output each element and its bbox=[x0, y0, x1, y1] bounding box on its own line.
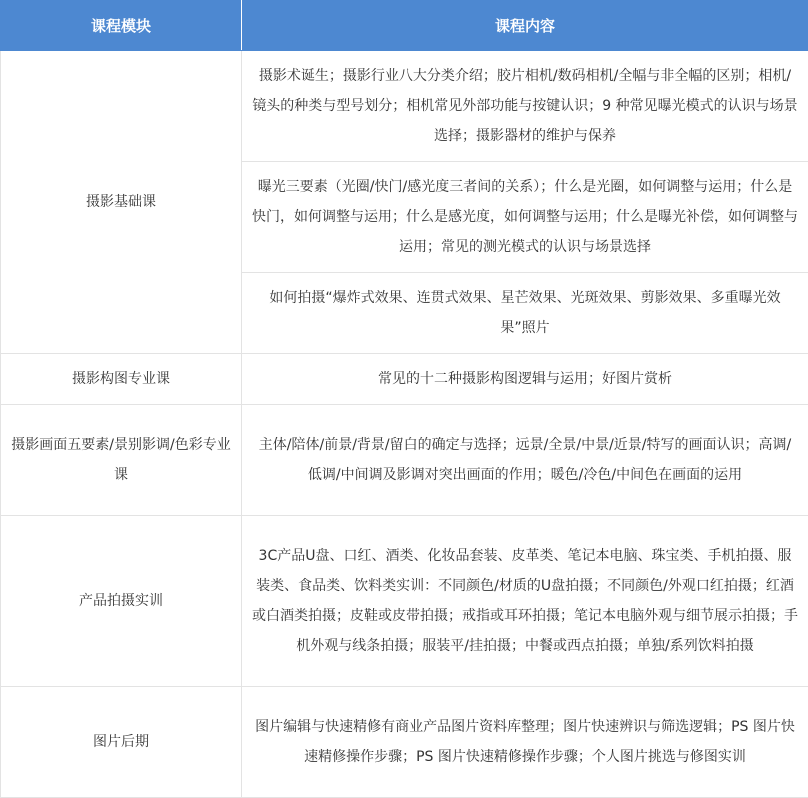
content-cell: 主体/陪体/前景/背景/留白的确定与选择；远景/全景/中景/近景/特写的画面认识；高调/低调/中间调及影调对突出画面的作用；暖色/冷色/中间色在画面的运用 bbox=[242, 405, 808, 516]
content-cell: 摄影术诞生；摄影行业八大分类介绍；胶片相机/数码相机/全幅与非全幅的区别；相机/镜头的种类与型号划分；相机常见外部功能与按键认识；9 种常见曝光模式的认识与场景选择；摄影器材的维护与保养 bbox=[242, 51, 808, 162]
module-cell-product: 产品拍摄实训 bbox=[1, 516, 242, 687]
table-row bbox=[1, 516, 808, 687]
table-row bbox=[1, 687, 808, 798]
table-row bbox=[1, 405, 808, 516]
module-cell-composition: 摄影构图专业课 bbox=[1, 354, 242, 405]
content-cell: 图片编辑与快速精修有商业产品图片资料库整理；图片快速辨识与筛选逻辑；PS 图片快速精修操作步骤；PS 图片快速精修操作步骤；个人图片挑选与修图实训 bbox=[242, 687, 808, 798]
content-cell: 常见的十二种摄影构图逻辑与运用；好图片赏析 bbox=[242, 354, 808, 405]
module-cell-basic: 摄影基础课 bbox=[1, 51, 242, 354]
header-module: 课程模块 bbox=[1, 1, 242, 51]
module-cell-elements: 摄影画面五要素/景别影调/色彩专业课 bbox=[1, 405, 242, 516]
module-cell-post: 图片后期 bbox=[1, 687, 242, 798]
content-cell: 如何拍摄“爆炸式效果、连贯式效果、星芒效果、光斑效果、剪影效果、多重曝光效果”照片 bbox=[242, 273, 808, 354]
header-content: 课程内容 bbox=[242, 1, 808, 51]
table-header-row bbox=[1, 1, 808, 51]
table-row bbox=[1, 354, 808, 405]
table-row bbox=[1, 51, 808, 162]
content-cell: 3C产品U盘、口红、酒类、化妆品套装、皮革类、笔记本电脑、珠宝类、手机拍摄、服装类、食品类、饮料类实训：不同颜色/材质的U盘拍摄；不同颜色/外观口红拍摄；红酒或白酒类拍摄；皮鞋或皮带拍摄；戒指或耳环拍摄；笔记本电脑外观与细节展示拍摄；手机外观与线条拍摄；服装平/挂拍摄；中餐或西点拍摄；单独/系列饮料拍摄 bbox=[242, 516, 808, 687]
content-cell: 曝光三要素（光圈/快门/感光度三者间的关系）；什么是光圈，如何调整与运用；什么是快门，如何调整与运用；什么是感光度，如何调整与运用；什么是曝光补偿，如何调整与运用；常见的测光模式的认识与场景选择 bbox=[242, 162, 808, 273]
